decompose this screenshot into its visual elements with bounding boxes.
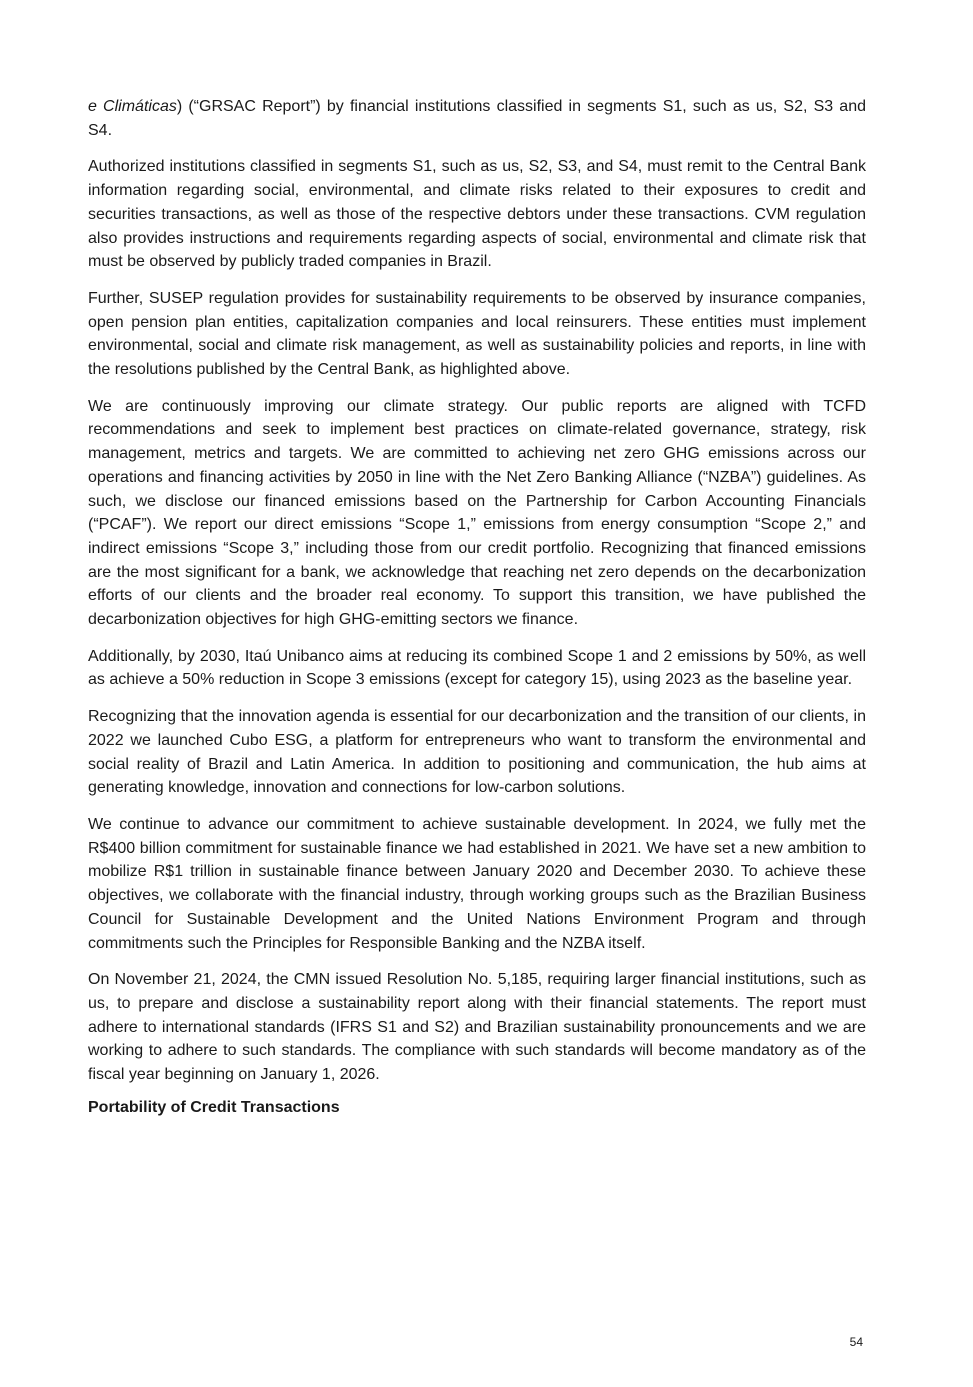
paragraph-emissions-targets: Additionally, by 2030, Itaú Unibanco aims at reducing its combined Scope 1 and 2 emissions by 50%, as well as achieve a 50% reduction in Scope 3 emissions (except for category 15), using 2023 as the baseline year. (88, 647, 866, 689)
paragraph-central-bank: Authorized institutions classified in segments S1, such as us, S2, S3, and S4, must remit to the Central Bank information regarding social, environmental, and climate risks related to their exposures to credit and securities transactions, as well as those of the respective debtors under these transactions. CVM regulation also provides instructions and requirements regarding aspects of social, environmental and climate risk that must be observed by publicly traded companies in Brazil. (88, 158, 866, 271)
paragraph-grsac (88, 95, 866, 142)
paragraph-cubo-esg: Recognizing that the innovation agenda is essential for our decarbonization and the transition of our clients, in 2022 we launched Cubo ESG, a platform for entrepreneurs who want to transform the environmental and social reality of Brazil and Latin America. In addition to positioning and communication, the hub aims at generating knowledge, innovation and connections for low-carbon solutions. (88, 708, 866, 797)
document-body (88, 95, 866, 1119)
paragraph-text: ) (“GRSAC Report”) by financial institutions classified in segments S1, such as us, S2, S3 and S4. (88, 98, 866, 139)
paragraph-sustainable-finance: We continue to advance our commitment to achieve sustainable development. In 2024, we fully met the R$400 billion commitment for sustainable finance we had established in 2021. We have set a new ambition to mobilize R$1 trillion in sustainable finance between January 2020 and December 2030. To achieve these objectives, we collaborate with the financial industry, through working groups such as the Brazilian Business Council for Sustainable Development and the United Nations Environment Program and through commitments such the Principles for Responsible Banking and the NZBA itself. (88, 815, 866, 952)
paragraph-susep: Further, SUSEP regulation provides for sustainability requirements to be observed by insurance companies, open pension plan entities, capitalization companies and local reinsurers. These entities must implement environmental, social and climate risk management, as well as sustainability policies and reports, in line with the resolutions published by the Central Bank, as highlighted above. (88, 289, 866, 379)
paragraph-climate-strategy: We are continuously improving our climate strategy. Our public reports are aligned with TCFD recommendations and seek to implement best practices on climate-related governance, strategy, risk management, metrics and targets. We are committed to achieving net zero GHG emissions across our operations and financing activities by 2050 in line with the Net Zero Banking Alliance (“NZBA”) guidelines. As such, we disclose our financed emissions based on the Partnership for Carbon Accounting Financials (“PCAF”). We report our direct emissions “Scope 1,” emissions from energy consumption “Scope 2,” and indirect emissions “Scope 3,” including those from our credit portfolio. Recognizing that financed emissions are the most significant for a bank, we acknowledge that reaching net zero depends on the decarbonization efforts of our clients and the broader real economy. To support this transition, we have published the decarbonization objectives for high GHG-emitting sectors we finance. (88, 397, 866, 629)
paragraph-cmn-resolution: On November 21, 2024, the CMN issued Resolution No. 5,185, requiring larger financial institutions, such as us, to prepare and disclose a sustainability report along with their financial statements. The report must adhere to international standards (IFRS S1 and S2) and Brazilian sustainability pronouncements and we are working to adhere to such standards. The compliance with such standards will become mandatory as of the fiscal year beginning on January 1, 2026. (88, 971, 866, 1084)
section-heading: Portability of Credit Transactions (88, 1098, 340, 1116)
italic-term: e Climáticas (88, 98, 177, 115)
page-number: 54 (849, 1335, 863, 1349)
